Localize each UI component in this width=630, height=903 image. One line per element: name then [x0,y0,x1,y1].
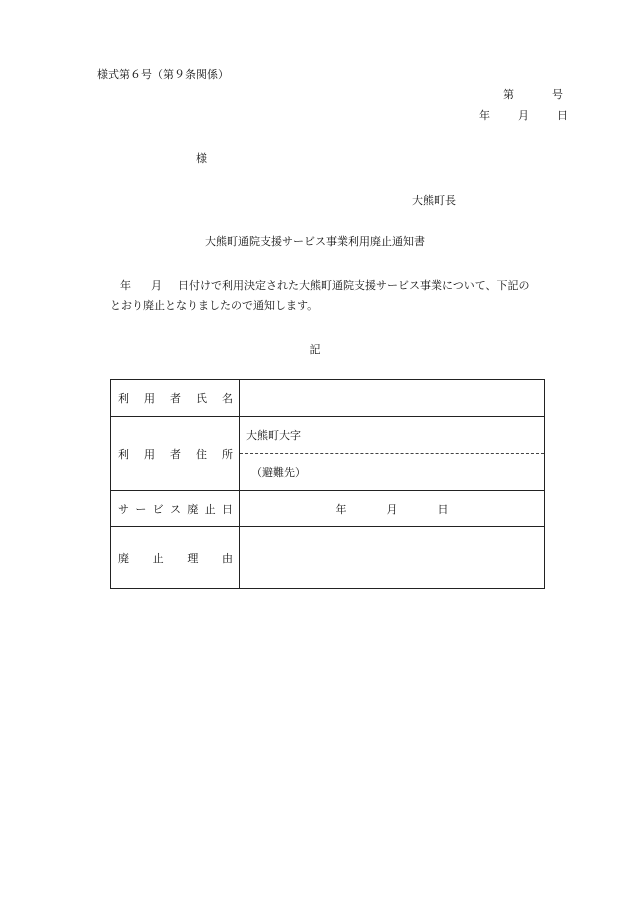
address-label: 利 用 者 住 所 [111,417,240,491]
body-line-1-rest: 日付けで利用決定された大熊町通院支援サービス事業について、下記の [178,279,530,292]
date-day: 日 [557,109,568,122]
address-value: 大熊町大字 [240,417,545,454]
issuer: 大熊町長 [412,194,456,207]
table-row-end-date [111,491,545,527]
document-date [479,110,568,121]
name-value [240,380,545,417]
body-line-1 [120,280,530,291]
date-month: 月 [518,109,529,122]
date-year: 年 [479,109,490,122]
number-prefix: 第 [503,88,514,101]
end-date-day: 日 [437,502,449,516]
table-row-name [111,380,545,417]
recipient-suffix: 様 [196,152,207,165]
table-row-address [111,417,545,454]
body-year: 年 [120,279,131,292]
reason-value [240,527,545,589]
ki-heading: 記 [309,343,321,356]
number-suffix: 号 [552,88,563,101]
end-date-label: サ ー ビ ス 廃 止 日 [111,491,240,527]
end-date-value [240,491,545,527]
notification-table [110,379,545,589]
evacuation-value: （避難先） [240,454,545,491]
end-date-month: 月 [386,502,398,516]
document-number [503,89,563,100]
body-month: 月 [151,279,162,292]
document-title: 大熊町通院支援サービス事業利用廃止通知書 [205,235,425,248]
reason-label: 廃 止 理 由 [111,527,240,589]
end-date-year: 年 [335,502,347,516]
body-line-2: とおり廃止となりましたので通知します。 [110,299,319,312]
name-label: 利 用 者 氏 名 [111,380,240,417]
table-row-reason [111,527,545,589]
form-number: 様式第６号（第９条関係） [97,68,229,81]
